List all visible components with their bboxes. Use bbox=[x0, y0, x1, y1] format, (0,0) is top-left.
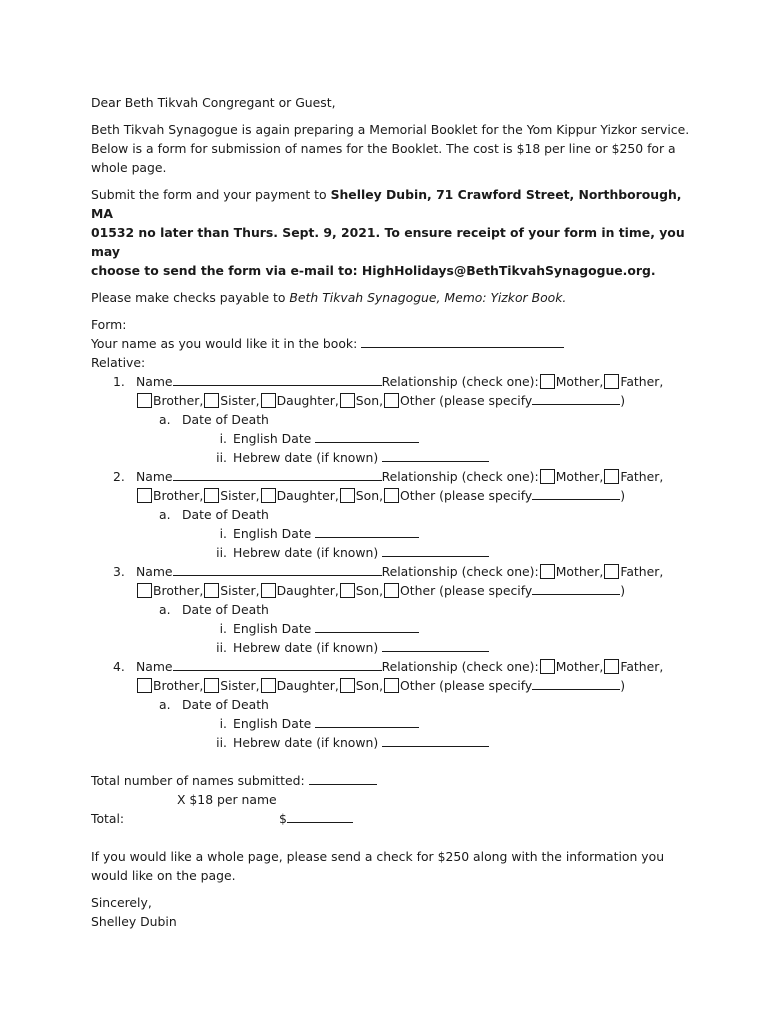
brother-label: Brother, bbox=[153, 393, 204, 408]
date-of-death-row bbox=[91, 695, 691, 714]
brother-checkbox[interactable] bbox=[137, 583, 152, 598]
other-specify-field[interactable] bbox=[532, 676, 620, 690]
total-amount bbox=[279, 809, 353, 828]
son-label: Son, bbox=[355, 583, 384, 598]
daughter-checkbox[interactable] bbox=[261, 583, 276, 598]
total-label: Total: bbox=[91, 811, 125, 826]
mother-label: Mother, bbox=[555, 659, 604, 674]
relationship-options-row bbox=[91, 486, 691, 505]
father-checkbox[interactable] bbox=[604, 659, 619, 674]
total-submitted-label: Total number of names submitted: bbox=[91, 773, 309, 788]
roman-ii: ii. bbox=[216, 640, 227, 655]
hebrew-date-row bbox=[91, 638, 691, 657]
son-checkbox[interactable] bbox=[340, 393, 355, 408]
letter-a: a. bbox=[159, 507, 171, 522]
other-close: ) bbox=[620, 488, 626, 503]
sister-checkbox[interactable] bbox=[204, 678, 219, 693]
whole-page-paragraph bbox=[91, 847, 691, 885]
daughter-checkbox[interactable] bbox=[261, 488, 276, 503]
brother-label: Brother, bbox=[153, 488, 204, 503]
intro-line: whole page. bbox=[91, 160, 167, 175]
daughter-label: Daughter, bbox=[276, 393, 339, 408]
sister-checkbox[interactable] bbox=[204, 488, 219, 503]
checks-paragraph bbox=[91, 288, 691, 307]
english-date-field[interactable] bbox=[315, 619, 419, 633]
intro-line: Beth Tikvah Synagogue is again preparing a Memorial Booklet for the Yom Kippur Yizkor service. bbox=[91, 122, 690, 137]
father-checkbox[interactable] bbox=[604, 564, 619, 579]
mother-label: Mother, bbox=[555, 374, 604, 389]
english-date-field[interactable] bbox=[315, 429, 419, 443]
name-label: Name bbox=[136, 564, 173, 579]
date-of-death-label: Date of Death bbox=[182, 602, 269, 617]
submit-email: choose to send the form via e-mail to: HighHolidays@BethTikvahSynagogue.org. bbox=[91, 263, 656, 278]
hebrew-date-row bbox=[91, 733, 691, 752]
checks-payee: Beth Tikvah Synagogue, Memo: Yizkor Book. bbox=[289, 290, 567, 305]
english-date-label: English Date bbox=[233, 716, 316, 731]
hebrew-date-field[interactable] bbox=[382, 448, 489, 462]
relationship-options-row bbox=[91, 581, 691, 600]
english-date-row bbox=[91, 524, 691, 543]
english-date-label: English Date bbox=[233, 431, 316, 446]
hebrew-date-field[interactable] bbox=[382, 638, 489, 652]
relative-entry bbox=[91, 562, 691, 657]
english-date-field[interactable] bbox=[315, 524, 419, 538]
sister-label: Sister, bbox=[220, 678, 260, 693]
other-label: Other (please specify bbox=[400, 678, 533, 693]
son-label: Son, bbox=[355, 488, 384, 503]
intro-line: Below is a form for submission of names for the Booklet. The cost is $18 per line or $250 for a bbox=[91, 141, 676, 156]
son-label: Son, bbox=[355, 678, 384, 693]
other-label: Other (please specify bbox=[400, 488, 533, 503]
roman-i: i. bbox=[219, 431, 227, 446]
date-of-death-row bbox=[91, 410, 691, 429]
brother-label: Brother, bbox=[153, 678, 204, 693]
relationship-label: Relationship (check one): bbox=[381, 564, 539, 579]
father-label: Father, bbox=[620, 469, 664, 484]
other-specify-field[interactable] bbox=[532, 581, 620, 595]
date-of-death-label: Date of Death bbox=[182, 697, 269, 712]
other-label: Other (please specify bbox=[400, 393, 533, 408]
your-name-label: Your name as you would like it in the book: bbox=[91, 336, 362, 351]
date-of-death-row bbox=[91, 600, 691, 619]
hebrew-date-field[interactable] bbox=[382, 543, 489, 557]
roman-i: i. bbox=[219, 621, 227, 636]
name-label: Name bbox=[136, 659, 173, 674]
english-date-row bbox=[91, 714, 691, 733]
sister-checkbox[interactable] bbox=[204, 393, 219, 408]
whole-page-line: If you would like a whole page, please send a check for $250 along with the information you bbox=[91, 849, 665, 864]
relationship-label: Relationship (check one): bbox=[381, 374, 539, 389]
dollar-sign: $ bbox=[279, 811, 287, 826]
sister-label: Sister, bbox=[220, 583, 260, 598]
mother-checkbox[interactable] bbox=[540, 469, 555, 484]
mother-checkbox[interactable] bbox=[540, 564, 555, 579]
father-checkbox[interactable] bbox=[604, 374, 619, 389]
brother-label: Brother, bbox=[153, 583, 204, 598]
name-label: Name bbox=[136, 374, 173, 389]
sister-checkbox[interactable] bbox=[204, 583, 219, 598]
form-section bbox=[91, 315, 691, 752]
daughter-label: Daughter, bbox=[276, 583, 339, 598]
other-close: ) bbox=[620, 678, 626, 693]
other-checkbox[interactable] bbox=[384, 488, 399, 503]
letter-a: a. bbox=[159, 697, 171, 712]
roman-i: i. bbox=[219, 716, 227, 731]
relative-name-row bbox=[91, 372, 691, 391]
sincerely: Sincerely, bbox=[91, 895, 152, 910]
checks-prefix: Please make checks payable to bbox=[91, 290, 290, 305]
father-label: Father, bbox=[620, 564, 664, 579]
daughter-label: Daughter, bbox=[276, 678, 339, 693]
other-close: ) bbox=[620, 393, 626, 408]
roman-ii: ii. bbox=[216, 450, 227, 465]
your-name-row bbox=[91, 334, 691, 353]
sister-label: Sister, bbox=[220, 488, 260, 503]
hebrew-date-label: Hebrew date (if known) bbox=[233, 735, 383, 750]
hebrew-date-row bbox=[91, 543, 691, 562]
intro-paragraph bbox=[91, 120, 691, 177]
relative-entry bbox=[91, 657, 691, 752]
relative-entry bbox=[91, 372, 691, 467]
english-date-label: English Date bbox=[233, 621, 316, 636]
hebrew-date-field[interactable] bbox=[382, 733, 489, 747]
relative-name-row bbox=[91, 657, 691, 676]
submit-prefix: Submit the form and your payment to bbox=[91, 187, 331, 202]
father-label: Father, bbox=[620, 659, 664, 674]
relative-number: 1. bbox=[113, 374, 125, 389]
relative-name-row bbox=[91, 467, 691, 486]
daughter-checkbox[interactable] bbox=[261, 393, 276, 408]
relative-name-field[interactable] bbox=[173, 562, 382, 576]
relative-name-field[interactable] bbox=[173, 467, 382, 481]
brother-checkbox[interactable] bbox=[137, 393, 152, 408]
father-label: Father, bbox=[620, 374, 664, 389]
relatives-list bbox=[91, 372, 691, 752]
relative-name-field[interactable] bbox=[173, 657, 382, 671]
date-of-death-label: Date of Death bbox=[182, 412, 269, 427]
other-checkbox[interactable] bbox=[384, 678, 399, 693]
total-submitted-row bbox=[91, 771, 691, 790]
other-specify-field[interactable] bbox=[532, 486, 620, 500]
relative-name-field[interactable] bbox=[173, 372, 382, 386]
submit-paragraph bbox=[91, 185, 691, 280]
hebrew-date-row bbox=[91, 448, 691, 467]
letter-a: a. bbox=[159, 602, 171, 617]
total-submitted-field[interactable] bbox=[309, 771, 377, 785]
mother-checkbox[interactable] bbox=[540, 374, 555, 389]
submit-address: Shelley Dubin, 71 Crawford Street, Northborough, MA bbox=[91, 187, 682, 221]
son-label: Son, bbox=[355, 393, 384, 408]
mother-label: Mother, bbox=[555, 564, 604, 579]
english-date-row bbox=[91, 619, 691, 638]
greeting: Dear Beth Tikvah Congregant or Guest, bbox=[91, 95, 336, 110]
relationship-label: Relationship (check one): bbox=[381, 659, 539, 674]
total-amount-field[interactable] bbox=[287, 809, 353, 823]
other-close: ) bbox=[620, 583, 626, 598]
mother-checkbox[interactable] bbox=[540, 659, 555, 674]
your-name-field[interactable] bbox=[361, 334, 564, 348]
sister-label: Sister, bbox=[220, 393, 260, 408]
totals-section bbox=[91, 771, 691, 828]
letter-a: a. bbox=[159, 412, 171, 427]
per-name-row: X $18 per name bbox=[177, 792, 277, 807]
daughter-label: Daughter, bbox=[276, 488, 339, 503]
other-specify-field[interactable] bbox=[532, 391, 620, 405]
letter bbox=[91, 93, 691, 931]
roman-ii: ii. bbox=[216, 735, 227, 750]
father-checkbox[interactable] bbox=[604, 469, 619, 484]
form-label: Form: bbox=[91, 317, 127, 332]
date-of-death-label: Date of Death bbox=[182, 507, 269, 522]
relative-entry bbox=[91, 467, 691, 562]
hebrew-date-label: Hebrew date (if known) bbox=[233, 640, 383, 655]
total-row bbox=[91, 809, 691, 828]
english-date-label: English Date bbox=[233, 526, 316, 541]
son-checkbox[interactable] bbox=[340, 583, 355, 598]
relationship-options-row bbox=[91, 391, 691, 410]
other-label: Other (please specify bbox=[400, 583, 533, 598]
relative-number: 2. bbox=[113, 469, 125, 484]
hebrew-date-label: Hebrew date (if known) bbox=[233, 450, 383, 465]
english-date-row bbox=[91, 429, 691, 448]
submit-deadline: 01532 no later than Thurs. Sept. 9, 2021. To ensure receipt of your form in time, you may bbox=[91, 225, 685, 259]
relative-number: 4. bbox=[113, 659, 125, 674]
relative-label: Relative: bbox=[91, 355, 146, 370]
mother-label: Mother, bbox=[555, 469, 604, 484]
name-label: Name bbox=[136, 469, 173, 484]
relationship-label: Relationship (check one): bbox=[381, 469, 539, 484]
signature-block bbox=[91, 893, 691, 931]
other-checkbox[interactable] bbox=[384, 583, 399, 598]
hebrew-date-label: Hebrew date (if known) bbox=[233, 545, 383, 560]
roman-ii: ii. bbox=[216, 545, 227, 560]
signer-name: Shelley Dubin bbox=[91, 914, 177, 929]
date-of-death-row bbox=[91, 505, 691, 524]
daughter-checkbox[interactable] bbox=[261, 678, 276, 693]
relative-number: 3. bbox=[113, 564, 125, 579]
brother-checkbox[interactable] bbox=[137, 488, 152, 503]
son-checkbox[interactable] bbox=[340, 488, 355, 503]
son-checkbox[interactable] bbox=[340, 678, 355, 693]
whole-page-line: would like on the page. bbox=[91, 868, 236, 883]
relationship-options-row bbox=[91, 676, 691, 695]
brother-checkbox[interactable] bbox=[137, 678, 152, 693]
roman-i: i. bbox=[219, 526, 227, 541]
other-checkbox[interactable] bbox=[384, 393, 399, 408]
relative-name-row bbox=[91, 562, 691, 581]
english-date-field[interactable] bbox=[315, 714, 419, 728]
